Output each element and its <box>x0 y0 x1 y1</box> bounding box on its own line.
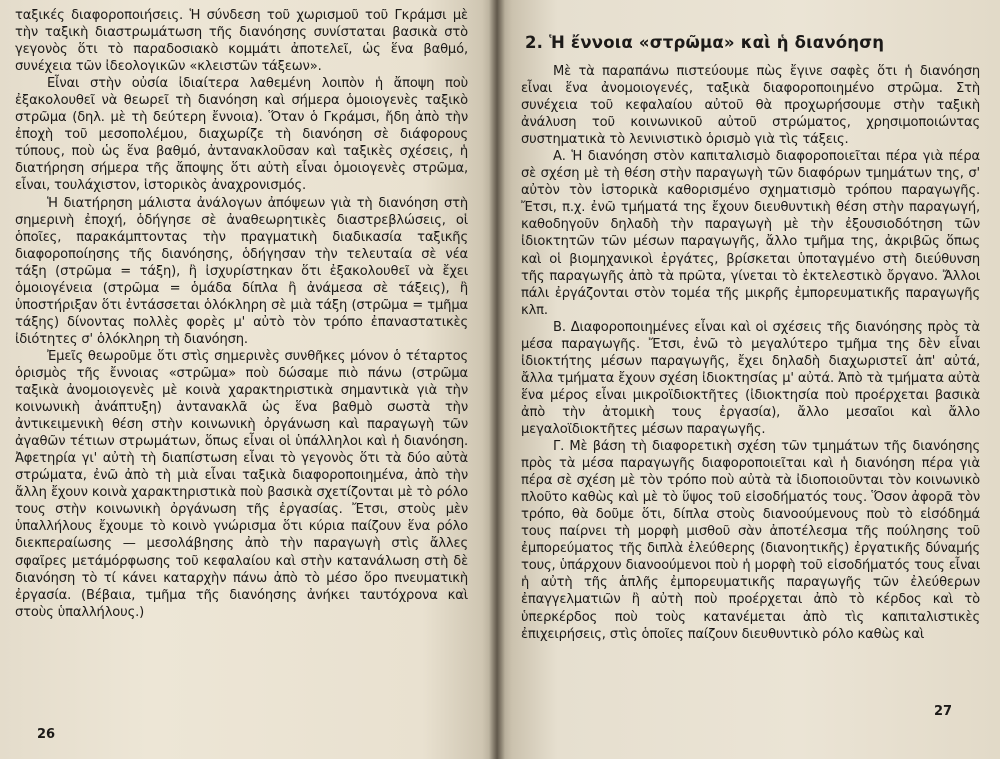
chapter-title: 2. Ἡ ἔννοια «στρῶμα» καὶ ἡ διανόηση <box>525 33 885 52</box>
left-page-text <box>15 7 468 621</box>
book-gutter <box>489 0 505 759</box>
paragraph: Α. Ἡ διανόηση στὸν καπιταλισμὸ διαφοροποιεῖται πέρα γιὰ πέρα σὲ σχέση μὲ τὴ θέση στὴν παραγωγὴ τῶν διαφόρων τμημάτων της, σ' αὐτὸν τὸν ἱστορικὰ καθορισμένο σχηματισμὸ τρόπου παραγωγῆς. Ἔτσι, π.χ. ἐνῶ τμήματά της ἔχουν διευθυντικὴ θέση στὴν παραγωγή, καθοδηγοῦν δηλαδὴ τὴν παραγωγὴ μὲ τὴν ἐξουσιοδότηση τῶν ἰδιοκτητῶν τῶν μέσων παραγωγῆς, ἄλλο τμῆμα της, ἀκριβῶς ὅπως καὶ οἱ βιομηχανικοὶ ἐργάτες, βρίσκεται ὑποταγμένο στὴ διεύθυνση τῆς παραγωγῆς ἀπὸ τὰ πρῶτα, γίνεται τὸ ἐκτελεστικὸ ὄργανο. Ἄλλοι πάλι ἐργάζονται στὸν τομέα τῆς μικρῆς ἐμπορευματικῆς παραγωγῆς κλπ. <box>521 149 980 318</box>
right-page <box>497 0 1000 759</box>
right-page-text <box>521 63 980 643</box>
page-number-left: 26 <box>37 727 56 742</box>
paragraph: Ἡ διατήρηση μάλιστα ἀνάλογων ἀπόψεων γιὰ τὴ διανόηση στὴ σημερινὴ ἐποχή, ὁδήγησε σὲ ἀναθεωρητικὲς διαστρεβλώσεις, οἱ ὁποῖες, παρακάμπτοντας τὴν πραγματικὴ διαδικασία ταξικῆς διαφοροποίησης τῆς διανόησης, ὁδήγησαν τὴν τελευταία σὲ νέα τάξη (στρῶμα = τάξη), ἢ ἰσχυρίστηκαν ὅτι ἐξακολουθεῖ νὰ ἔχει ὁμοιογένεια (στρῶμα = ὁμάδα δίπλα ἢ ἀνάμεσα σὲ τάξεις), ἢ ὑποστήριξαν ὅτι ἐντάσσεται ὁλόκληρη σὲ μιὰ τάξη (στρῶμα = τμῆμα τάξης) δίνοντας πολλὲς φορὲς μ' αὐτὸ τὸν τρόπο ἐπαναστατικὲς ἰδιότητες σ' ὁλόκληρη τὴ διανόηση. <box>15 195 468 347</box>
paragraph: ταξικές διαφοροποιήσεις. Ἡ σύνδεση τοῦ χωρισμοῦ τοῦ Γκράμσι μὲ τὴν ταξικὴ διαστρωμάτωση τῆς διανόησης συνίσταται βασικὰ στὸ γεγονὸς ὅτι τὸ παραδοσιακὸ κομμάτι ἀποτελεῖ, ὡς ἕνα βαθμό, συνέχεια τῶν ἰδεολογικῶν «κλειστῶν τάξεων». <box>15 8 468 75</box>
paragraph: Γ. Μὲ βάση τὴ διαφορετικὴ σχέση τῶν τμημάτων τῆς διανόησης πρὸς τὰ μέσα παραγωγῆς διαφοροποιεῖται καὶ ἡ διανόηση πέρα γιὰ πέρα σὲ σχέση μὲ τὸν τρόπο ποὺ αὐτὰ τὰ ἰδιοποιοῦνται τὸν κοινωνικὸ πλοῦτο καθὼς καὶ μὲ τὸ ὕψος τοῦ εἰσοδήματός τους. Ὅσον ἀφορᾶ τὸν τρόπο, θὰ δοῦμε ὅτι, δίπλα στοὺς διανοούμενους ποὺ τὸ εἰσόδημά τους παίρνει τὴ μορφὴ μισθοῦ σὰν ἀποτέλεσμα τῆς πούλησης τοῦ ἐμπορεύματος τῆς διπλὰ ἐλεύθερης (διανοητικῆς) ἐργατικῆς δύναμής τους, ὑπάρχουν διανοούμενοι ποὺ ἡ μορφὴ τοῦ εἰσοδήματός τους εἶναι ἡ αὐτὴ τῆς ἁπλῆς ἐμπορευματικῆς παραγωγῆς τῶν ἐλεύθερων ἐπαγγελματιῶν ἢ αὐτὴ ποὺ προέρχεται ἀπὸ τὸ κέρδος καὶ τὸ ὑπερκέρδος ποὺ τοὺς κατανέμεται ἀπὸ τὶς καπιταλιστικὲς ἐπιχειρήσεις, στὶς ὁποῖες παίζουν διευθυντικὸ ρόλο καθὼς καὶ <box>521 439 980 642</box>
paragraph: Εἶναι στὴν οὐσία ἰδιαίτερα λαθεμένη λοιπὸν ἡ ἄποψη ποὺ ἐξακολουθεῖ νὰ θεωρεῖ τὴ διανόηση καὶ σήμερα ὁμοιογενὲς ταξικὸ στρῶμα (δηλ. μὲ τὴ δεύτερη ἔννοια). Ὅταν ὁ Γκράμσι, ἤδη ἀπὸ τὴν ἐποχὴ τοῦ μεσοπολέμου, διαχωρίζε τὴ διανόηση σὲ διάφορους τύπους, ποὺ ὡς ἕνα βαθμό, ἀντανακλοῦσαν καὶ ταξικὲς σχέσεις, ἡ διατήρηση σήμερα τῆς ἄποψης ὅτι αὐτὴ εἶναι ὁμοιογενὲς στρῶμα, εἶναι, τουλάχιστον, ἱστορικὸς ἀναχρονισμός. <box>15 76 468 194</box>
paragraph: Μὲ τὰ παραπάνω πιστεύουμε πὼς ἔγινε σαφὲς ὅτι ἡ διανόηση εἶναι ἕνα ἀνομοιογενές, ταξικὰ διαφοροποιημένο στρῶμα. Στὴ συνέχεια τοῦ κεφαλαίου αὐτοῦ θὰ προχωρήσουμε στὴν ταξικὴ ἀνάλυση τοῦ κοινωνικοῦ αὐτοῦ στρώματος, χρησιμοποιώντας συστηματικὰ τὸ λενινιστικὸ ὁρισμὸ γιὰ τὶς τάξεις. <box>521 64 980 148</box>
left-page <box>0 0 497 759</box>
paragraph: Ἐμεῖς θεωροῦμε ὅτι στὶς σημερινὲς συνθῆκες μόνον ὁ τέταρτος ὁρισμὸς τῆς ἔννοιας «στρῶμα» ποὺ δώσαμε πιὸ πάνω (στρῶμα ταξικὰ ἀνομοιογενὲς μὲ κοινὰ χαρακτηριστικὰ σημαντικὰ γιὰ τὴν κοινωνικὴ ἀνάπτυξη) ἀντανακλᾶ ὡς ἕνα βαθμὸ σωστὰ τὴν ἀντικειμενικὴ θέση στὴν κοινωνικὴ ὀργάνωση καὶ παραγωγὴ τῶν ἀγαθῶν τέτιων στρωμάτων, ὅπως εἶναι οἱ ὑπάλληλοι καὶ ἡ διανόηση. Ἀφετηρία γι' αὐτὴ τὴ διαπίστωση εἶναι τὸ γεγονὸς ὅτι τὰ δύο αὐτὰ στρώματα, ἐνῶ ἀπὸ τὴ μιὰ εἶναι ταξικὰ διαφοροποιημένα, ἀπὸ τὴν ἄλλη ἔχουν κοινὰ χαρακτηριστικὰ ποὺ βασικὰ σχετίζονται μὲ τὸ ρόλο τους στὴν κοινωνικὴ ὀργάνωση τῆς ἐργασίας. Ἔτσι, στοὺς μὲν ὑπαλλήλους ἔχουμε τὸ κοινὸ γνώρισμα ὅτι κύρια παίζουν ἕνα ρόλο διεκπεραίωσης — μεσολάβησης ἀπὸ τὴν παραγωγὴ στὶς ἄλλες σφαῖρες μετάμόρφωσης τοῦ κεφαλαίου καὶ στὴν κατανάλωση στὴ δὲ διανόηση τὸ τί κάνει καταρχὴν πάνω ἀπὸ τὸ μέσο ὅρο πνευματικὴ ἐργασία. (Βέβαια, τμῆμα τῆς διανόησης ἀνήκει ταυτόχρονα καὶ στοὺς ὑπαλλήλους.) <box>15 348 468 620</box>
page-number-right: 27 <box>934 704 953 719</box>
paragraph: Β. Διαφοροποιημένες εἶναι καὶ οἱ σχέσεις τῆς διανόησης πρὸς τὰ μέσα παραγωγῆς. Ἔτσι, ἐνῶ τὸ μεγαλύτερο τμῆμα της δὲν εἶναι ἰδιοκτήτης μέσων παραγωγῆς, ἔχει δηλαδὴ διαχωριστεῖ ἀπ' αὐτά, ἄλλα τμήματα ἔχουν σχέση ἰδιοκτησίας μ' αὐτά. Ἀπὸ τὰ τμήματα αὐτὰ ἕνα μέρος εἶναι μικροϊδιοκτῆτες (ἰδιοκτησία ποὺ προέρχεται βασικὰ ἀπὸ τὴν ἀτομικὴ τους ἐργασία), ἄλλο μεσαῖοι καὶ ἄλλο μεγαλοϊδιοκτῆτες μέσων παραγωγῆς. <box>521 319 980 437</box>
